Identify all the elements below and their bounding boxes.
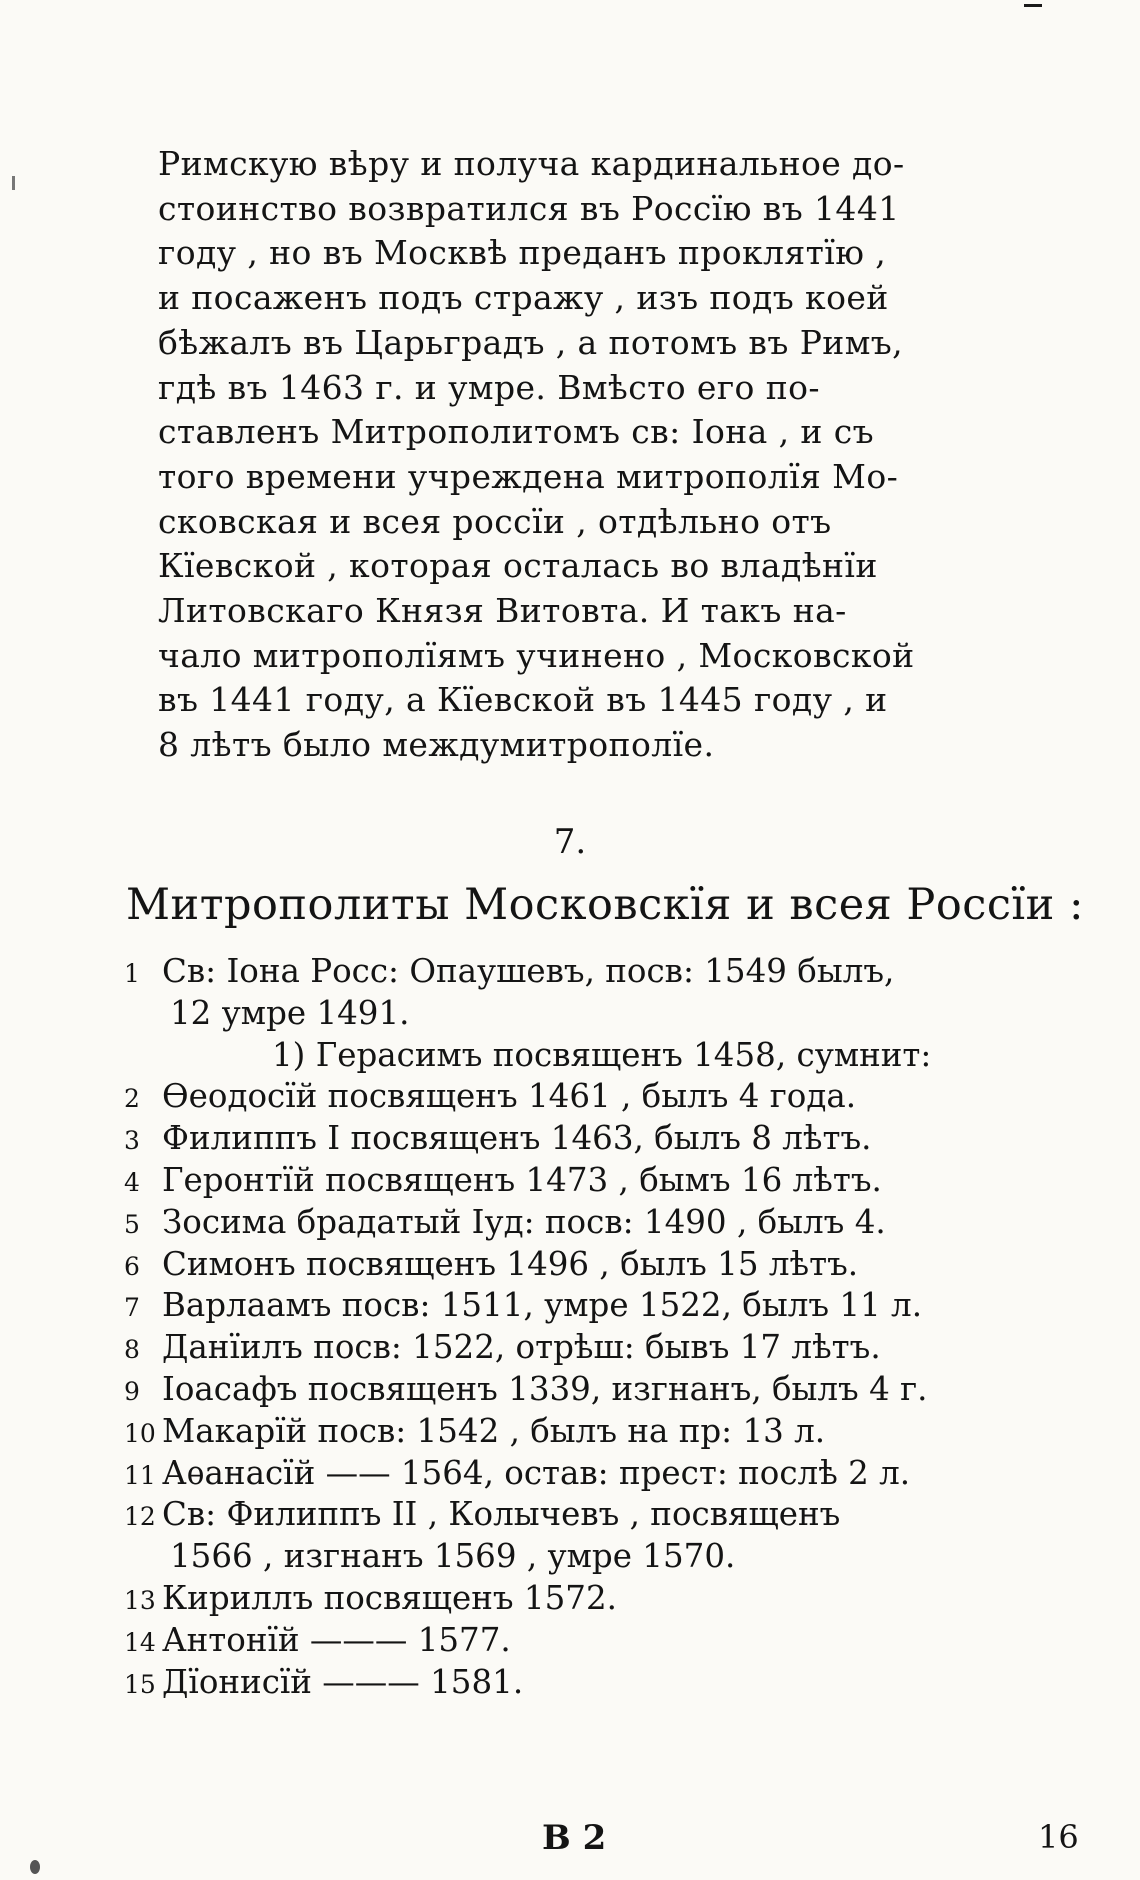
- item-text: Данїилъ посв: 1522, отрѣш: бывъ 17 лѣтъ.: [162, 1328, 881, 1367]
- item-number: 12: [124, 1502, 156, 1532]
- list-item: [124, 1493, 1094, 1535]
- list-item: [124, 1201, 1094, 1243]
- paragraph-line: чало митрополїямъ учинено , Московской: [158, 635, 915, 675]
- paragraph-line: году , но въ Москвѣ преданъ проклятїю ,: [158, 233, 887, 273]
- item-text: Св: Іона Росс: Опаушевъ, посв: 1549 былъ,: [162, 952, 895, 990]
- item-text: Св: Филиппъ II , Колычевъ , посвященъ: [162, 1495, 841, 1534]
- item-number: 13: [124, 1585, 156, 1615]
- item-number: 9: [124, 1376, 140, 1406]
- paragraph-line: того времени учреждена митрополїя Мо-: [158, 456, 899, 496]
- item-text: Антонїй ——— 1577.: [162, 1620, 511, 1659]
- item-number: 14: [124, 1627, 156, 1657]
- list-item: [124, 1368, 1094, 1410]
- page-edge-mark: [1024, 4, 1042, 7]
- item-number: 15: [124, 1669, 156, 1699]
- paragraph-line: гдѣ въ 1463 г. и умре. Вмѣсто его по-: [158, 367, 820, 407]
- list-item: [124, 1452, 1094, 1494]
- item-number: 1: [124, 959, 140, 988]
- paragraph-line: бѣжалъ въ Царьградъ , а потомъ въ Римъ,: [158, 322, 904, 362]
- page-number: 16: [1038, 1818, 1079, 1856]
- margin-mark: [12, 176, 15, 190]
- item-text: Филиппъ I посвященъ 1463, былъ 8 лѣтъ.: [162, 1119, 872, 1158]
- list-item: [124, 1410, 1094, 1452]
- section-number: 7.: [553, 822, 587, 862]
- item-number: 5: [124, 1209, 140, 1239]
- list-item: [124, 1577, 1094, 1619]
- item-number: 8: [124, 1335, 140, 1365]
- list-item: [124, 1284, 1094, 1326]
- list-item: [124, 1661, 1094, 1703]
- item-text: Макарїй посв: 1542 , былъ на пр: 13 л.: [162, 1411, 826, 1450]
- item-text: Кириллъ посвященъ 1572.: [162, 1578, 617, 1617]
- item-text: Іоасафъ посвященъ 1339, изгнанъ, былъ 4 г.: [162, 1369, 928, 1408]
- list-item: [124, 1619, 1094, 1661]
- item-text: 1) Герасимъ посвященъ 1458, сумнит:: [272, 1035, 932, 1074]
- item-number: 4: [124, 1167, 140, 1197]
- paragraph-line: и посаженъ подъ стражу , изъ подъ коей: [158, 278, 889, 318]
- item-text: Ѳеодосїй посвященъ 1461 , былъ 4 года.: [162, 1077, 857, 1116]
- item-text: 1566 , изгнанъ 1569 , умре 1570.: [170, 1537, 736, 1576]
- signature-mark: В 2: [542, 1818, 607, 1858]
- item-text: Дїонисїй ——— 1581.: [162, 1662, 524, 1701]
- item-number: 7: [124, 1293, 140, 1323]
- item-number: 2: [124, 1084, 140, 1114]
- page-footer: [0, 1818, 1140, 1868]
- body-paragraph: [158, 142, 1088, 768]
- paragraph-line: ставленъ Митрополитомъ св: Іона , и съ: [158, 412, 874, 452]
- item-number: 6: [124, 1251, 140, 1281]
- list-subitem: [124, 1034, 1094, 1076]
- list-item: [124, 1117, 1094, 1159]
- item-text: Зосима брадатый Іуд: посв: 1490 , былъ 4.: [162, 1202, 886, 1241]
- item-text: 12 умре 1491.: [170, 993, 410, 1032]
- item-text: Геронтїй посвященъ 1473 , бымъ 16 лѣтъ.: [162, 1160, 882, 1199]
- item-text: Варлаамъ посв: 1511, умре 1522, былъ 11 л.: [162, 1286, 923, 1325]
- metropolitans-list: [124, 950, 1094, 1702]
- list-item: [124, 1326, 1094, 1368]
- list-heading: Митрополиты Московскїя и всея Россїи :: [126, 880, 1084, 930]
- item-number: 10: [124, 1418, 156, 1448]
- list-item: [124, 1243, 1094, 1285]
- item-text: Симонъ посвященъ 1496 , былъ 15 лѣтъ.: [162, 1244, 859, 1283]
- item-number: 3: [124, 1126, 140, 1156]
- item-text: Аѳанасїй —— 1564, остав: прест: послѣ 2 л.: [162, 1453, 911, 1492]
- paragraph-line: 8 лѣтъ было междумитрополїе.: [158, 725, 715, 765]
- list-item-continuation: [124, 992, 1094, 1034]
- list-item: [124, 1159, 1094, 1201]
- paragraph-line: Кїевской , которая осталась во владѣнїи: [158, 546, 878, 586]
- paragraph-line: стоинство возвратился въ Россїю въ 1441: [158, 188, 900, 228]
- paragraph-line: въ 1441 году, а Кїевской въ 1445 году , и: [158, 680, 888, 720]
- paragraph-line: сковская и всея россїи , отдѣльно отъ: [158, 501, 832, 541]
- paragraph-line: Римскую вѣру и получа кардинальное до-: [158, 144, 905, 183]
- item-number: 11: [124, 1460, 156, 1490]
- paragraph-line: Литовскаго Князя Витовта. И такъ на-: [158, 591, 847, 631]
- list-item-continuation: [124, 1535, 1094, 1577]
- list-item: [124, 950, 1094, 992]
- list-item: [124, 1075, 1094, 1117]
